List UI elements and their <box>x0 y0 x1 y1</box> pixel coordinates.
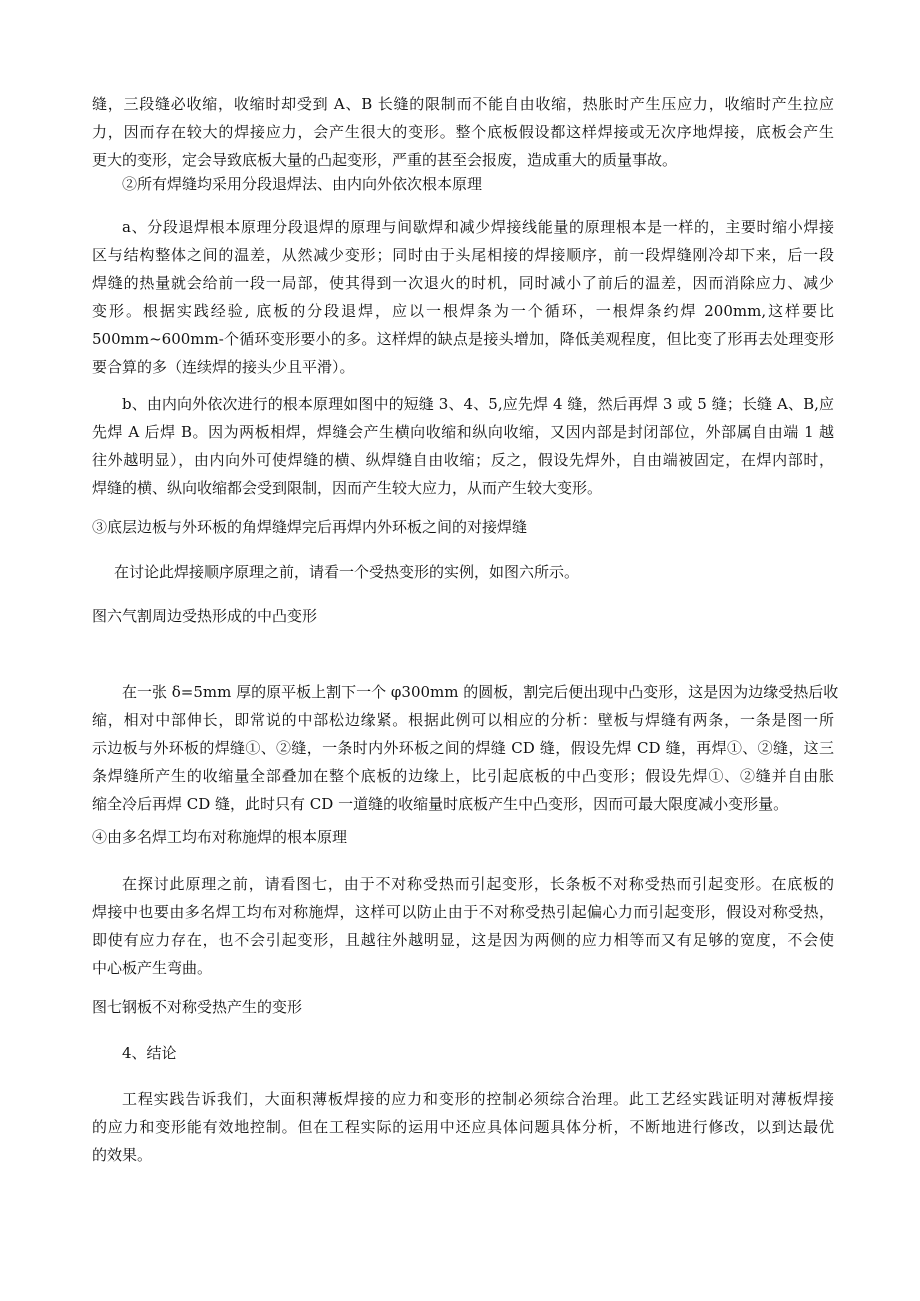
text-line: 先焊 A 后焊 B。因为两板相焊，焊缝会产生横向收缩和纵向收缩，又因内部是封闭部位，外部属自由端 1 越 <box>92 423 834 441</box>
text-line: 焊缝的横、纵向收缩都会受到限制，因而产生较大应力，从而产生较大变形。 <box>92 479 603 497</box>
section-heading-4 <box>92 823 834 851</box>
text-line: 中心板产生弯曲。 <box>92 959 213 977</box>
text-line: 更大的变形，定会导致底板大量的凸起变形，严重的甚至会报废，造成重大的质量事故。 <box>92 151 678 169</box>
paragraph-plate-example <box>92 678 839 818</box>
text-line: 工程实践告诉我们，大面积薄板焊接的应力和变形的控制必须综合治理。此工艺经实践证明对薄板焊接 <box>122 1090 834 1108</box>
caption-text: 图六气割周边受热形成的中凸变形 <box>92 607 318 625</box>
heading-text: ③底层边板与外环板的角焊缝焊完后再焊内外环板之间的对接焊缝 <box>92 518 528 536</box>
paragraph-symmetric-welding <box>92 870 834 982</box>
text-line: 要合算的多（连续焊的接头少且平滑）。 <box>92 358 355 376</box>
section-heading-2 <box>92 170 834 198</box>
text-line: 500mm~600mm-个循环变形要小的多。这样焊的缺点是接头增加，降低美观程度，但比变了形再去处理变形 <box>92 330 834 348</box>
text-line: 往外越明显），由内向外可使焊缝的横、纵焊缝自由收缩；反之，假设先焊外，自由端被固定，在焊内部时， <box>92 451 834 469</box>
text-line: 在探讨此原理之前，请看图七，由于不对称受热而引起变形，长条板不对称受热而引起变形。在底板的 <box>122 875 834 893</box>
section-heading-3 <box>92 513 834 541</box>
text-line: 的应力和变形能有效地控制。但在工程实际的运用中还应具体问题具体分析，不断地进行修改，以到达最优 <box>92 1118 834 1136</box>
text-line: 变形。根据实践经验, 底板的分段退焊，应以一根焊条为一个循环，一根焊条约焊 200mm,这样要比 <box>92 302 834 320</box>
text-line: 焊接中也要由多名焊工均布对称施焊，这样可以防止由于不对称受热引起偏心力而引起变形，假设对称受热， <box>92 903 834 921</box>
heading-text: ④由多名焊工均布对称施焊的根本原理 <box>92 828 348 846</box>
paragraph-intro-figure-6 <box>92 558 834 586</box>
text-line: 缩全冷后再焊 CD 缝，此时只有 CD 一道缝的收缩量时底板产生中凸变形，因而可最大限度减小变形量。 <box>92 795 789 813</box>
section-heading-conclusion <box>92 1039 834 1067</box>
text-line: 在一张 δ=5mm 厚的原平板上割下一个 φ300mm 的圆板，割完后便出现中凸变形，这是因为边缘受热后收 <box>122 683 839 701</box>
text-line: 的效果。 <box>92 1146 153 1164</box>
text-line: b、由内向外依次进行的根本原理如图中的短缝 3、4、5,应先焊 4 缝，然后再焊 3 或 5 缝；长缝 A、B,应 <box>122 395 834 413</box>
paragraph-conclusion <box>92 1085 834 1169</box>
text-line: 区与结构整体之间的温差，从然减少变形；同时由于头尾相接的焊接顺序，前一段焊缝刚冷却下来，后一段 <box>92 246 834 264</box>
caption-text: 图七钢板不对称受热产生的变形 <box>92 998 303 1016</box>
paragraph-restraint-stress <box>92 90 834 174</box>
text-line: 缝，三段缝必收缩，收缩时却受到 A、B 长缝的限制而不能自由收缩，热胀时产生压应力，收缩时产生拉应 <box>92 95 834 113</box>
paragraph-segment-backstep <box>92 213 834 381</box>
text-line: 示边板与外环板的焊缝①、②缝，一条时内外环板之间的焊缝 CD 缝，假设先焊 CD 缝，再焊①、②缝，这三 <box>92 739 834 757</box>
figure-7-caption <box>92 993 834 1021</box>
paragraph-inside-out <box>92 390 834 502</box>
text-line: 即使有应力存在，也不会引起变形，且越往外越明显，这是因为两侧的应力相等而又有足够的宽度，不会使 <box>92 931 834 949</box>
heading-text: 4、结论 <box>122 1044 177 1062</box>
heading-text: ②所有焊缝均采用分段退焊法、由内向外依次根本原理 <box>122 175 483 193</box>
text-line: 力，因而存在较大的焊接应力，会产生很大的变形。整个底板假设都这样焊接或无次序地焊接，底板会产生 <box>92 123 834 141</box>
text-line: a、分段退焊根本原理分段退焊的原理与间歇焊和减少焊接线能量的原理根本是一样的，主要时缩小焊接 <box>122 218 834 236</box>
figure-6-caption <box>92 602 834 630</box>
text-line: 焊缝的热量就会给前一段一局部，使其得到一次退火的时机，同时减小了前后的温差，因而消除应力、减少 <box>92 274 834 292</box>
text-line: 在讨论此焊接顺序原理之前，请看一个受热变形的实例，如图六所示。 <box>114 563 580 581</box>
text-line: 条焊缝所产生的收缩量全部叠加在整个底板的边缘上，比引起底板的中凸变形；假设先焊①、②缝并自由胀 <box>92 767 834 785</box>
text-line: 缩，相对中部伸长，即常说的中部松边缘紧。根据此例可以相应的分析：壁板与焊缝有两条，一条是图一所 <box>92 711 834 729</box>
